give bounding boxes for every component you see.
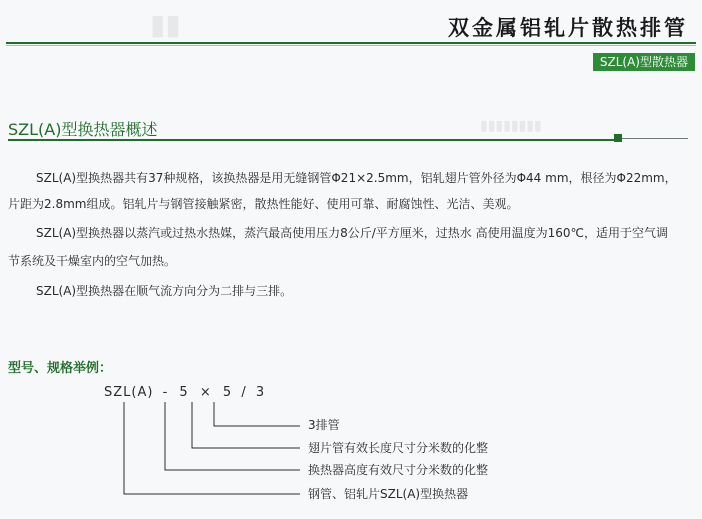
model-part-dash: - (162, 385, 169, 400)
paragraph-1-line-2: 片距为2.8mm组成。铝轧片与钢管接触紧密，散热性能好、使用可靠、耐腐蚀性、光洁、美观。 (8, 197, 519, 211)
example-title: 型号、规格举例： (8, 361, 113, 376)
legend-length: 翅片管有效长度尺寸分米数的化整 (308, 441, 489, 455)
paragraph-2-line-2: 节系统及干燥室内的空气加热。 (8, 254, 177, 268)
background-watermark: ▮▮ (150, 8, 181, 41)
connector-rows (214, 402, 300, 426)
paragraph-1-line-1: SZL(A)型换热器共有37种规格，该换热器是用无缝钢管Φ21×2.5mm，铝轧翅片管外径为Φ44 mm，根径为Φ22mm， (36, 171, 677, 185)
model-part-series: SZL(A) (104, 385, 154, 400)
product-badge: SZL(A)型散热器 (593, 53, 695, 71)
connector-height (165, 402, 300, 470)
paragraph-2-line-1: SZL(A)型换热器以蒸汽或过热水热媒，蒸汽最高使用压力8公斤/平方厘米，过热水 高使用温度为160℃，适用于空气调 (36, 226, 668, 240)
legend-height: 换热器高度有效尺寸分米数的化整 (308, 463, 489, 477)
legend-series: 钢管、铝轧片SZL(A)型换热器 (308, 487, 469, 501)
section-title: SZL(A)型换热器概述 (8, 120, 158, 139)
paragraph-3: SZL(A)型换热器在顺气流方向分为二排与三排。 (36, 284, 293, 298)
connector-length (192, 402, 300, 448)
page-title: 双金属铝轧片散热排管 (448, 15, 688, 40)
model-part-length: 5 (222, 385, 233, 400)
background-watermark: ▮▮▮▮▮▮▮▮ (480, 118, 542, 134)
legend-rows: 3排管 (308, 418, 340, 432)
model-part-times: × (199, 385, 212, 400)
model-part-rows: 3 (255, 385, 266, 400)
model-part-slash: / (241, 385, 247, 400)
model-part-height: 5 (179, 385, 189, 400)
